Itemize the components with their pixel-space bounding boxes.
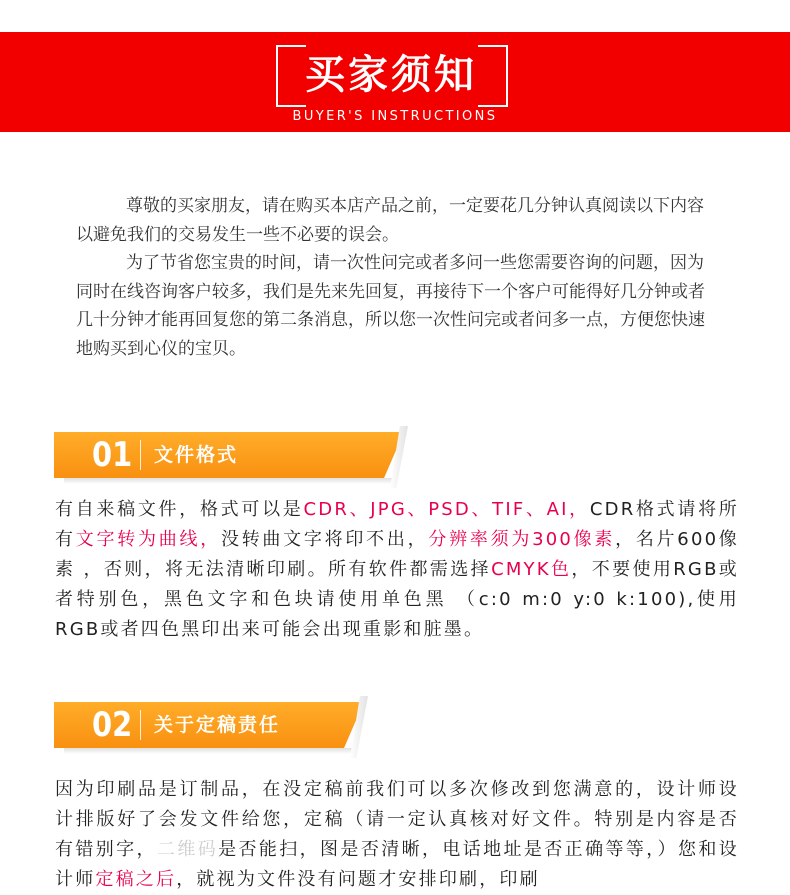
banner-title: 买家须知 <box>305 52 477 98</box>
section-number: 01 <box>92 435 133 475</box>
section-number: 02 <box>92 705 133 745</box>
intro-paragraph: 尊敬的买家朋友，请在购买本店产品之前，一定要花几分钟认真阅读以下内容以避免我们的交易发生一些不必要的误会。 <box>76 196 704 245</box>
text-segment: 有自来稿文件，格式可以是 <box>55 499 304 520</box>
text-segment: 因为印刷品是订制品，在没定稿前我们可以多次修改到您满意的，设计师设计排版好了会发文件给您，定稿（请一定认真核对好文件。特别是内容是否有错别字， <box>55 779 739 860</box>
section-body-finalization <box>55 775 739 895</box>
section-divider <box>140 440 141 470</box>
highlight-convert-curves: 文字转为曲线， <box>75 529 221 550</box>
highlight-formats: CDR、JPG、PSD、TIF、AI， <box>303 499 590 520</box>
section-header-shadow <box>64 748 354 754</box>
section-title: 关于定稿责任 <box>154 714 281 736</box>
section-header-file-format <box>54 432 414 478</box>
section-divider <box>140 710 141 740</box>
text-segment: ，就视为文件没有问题才安排印刷，印刷 <box>176 869 540 890</box>
text-segment: ，名片600像素 ，否则，将无法清晰印刷。所有软件都需选择 <box>55 529 740 580</box>
highlight-after-finalization: 定稿之后 <box>95 869 177 890</box>
faded-text: 二维码 <box>156 839 219 860</box>
text-segment: ，不要使用RGB或者特别色，黑色文字和色块请使用单色黑 （c:0 m:0 y:0 k:100),使用RGB或者四色黑印出来可能会出现重影和脏墨。 <box>55 559 740 640</box>
text-segment: 您和设计师 <box>55 839 739 890</box>
text-segment: 没转曲文字将印不出， <box>220 529 429 550</box>
highlight-cmyk: CMYK色 <box>491 559 572 580</box>
section-body-file-format <box>55 495 739 645</box>
text-segment: 是否能扫，图是否清晰，电话地址是否正确等等，） <box>218 839 679 860</box>
text-segment: CDR格式请将所有 <box>55 499 739 550</box>
intro-text <box>76 192 716 363</box>
banner-subtitle: BUYER'S INSTRUCTIONS <box>292 109 498 124</box>
section-title: 文件格式 <box>154 444 239 466</box>
intro-paragraph: 为了节省您宝贵的时间，请一次性问完或者多问一些您需要咨询的问题，因为同时在线咨询客户较多，我们是先来先回复，再接待下一个客户可能得好几分钟或者几十分钟才能再回复您的第二条消息，所以您一次性问完或者问多一点，方便您快速地购买到心仪的宝贝。 <box>76 253 705 359</box>
highlight-resolution: 分辨率须为300像素 <box>428 529 616 550</box>
section-header-finalization <box>54 702 374 748</box>
section-header-shadow <box>64 478 394 484</box>
header-banner <box>0 32 790 132</box>
